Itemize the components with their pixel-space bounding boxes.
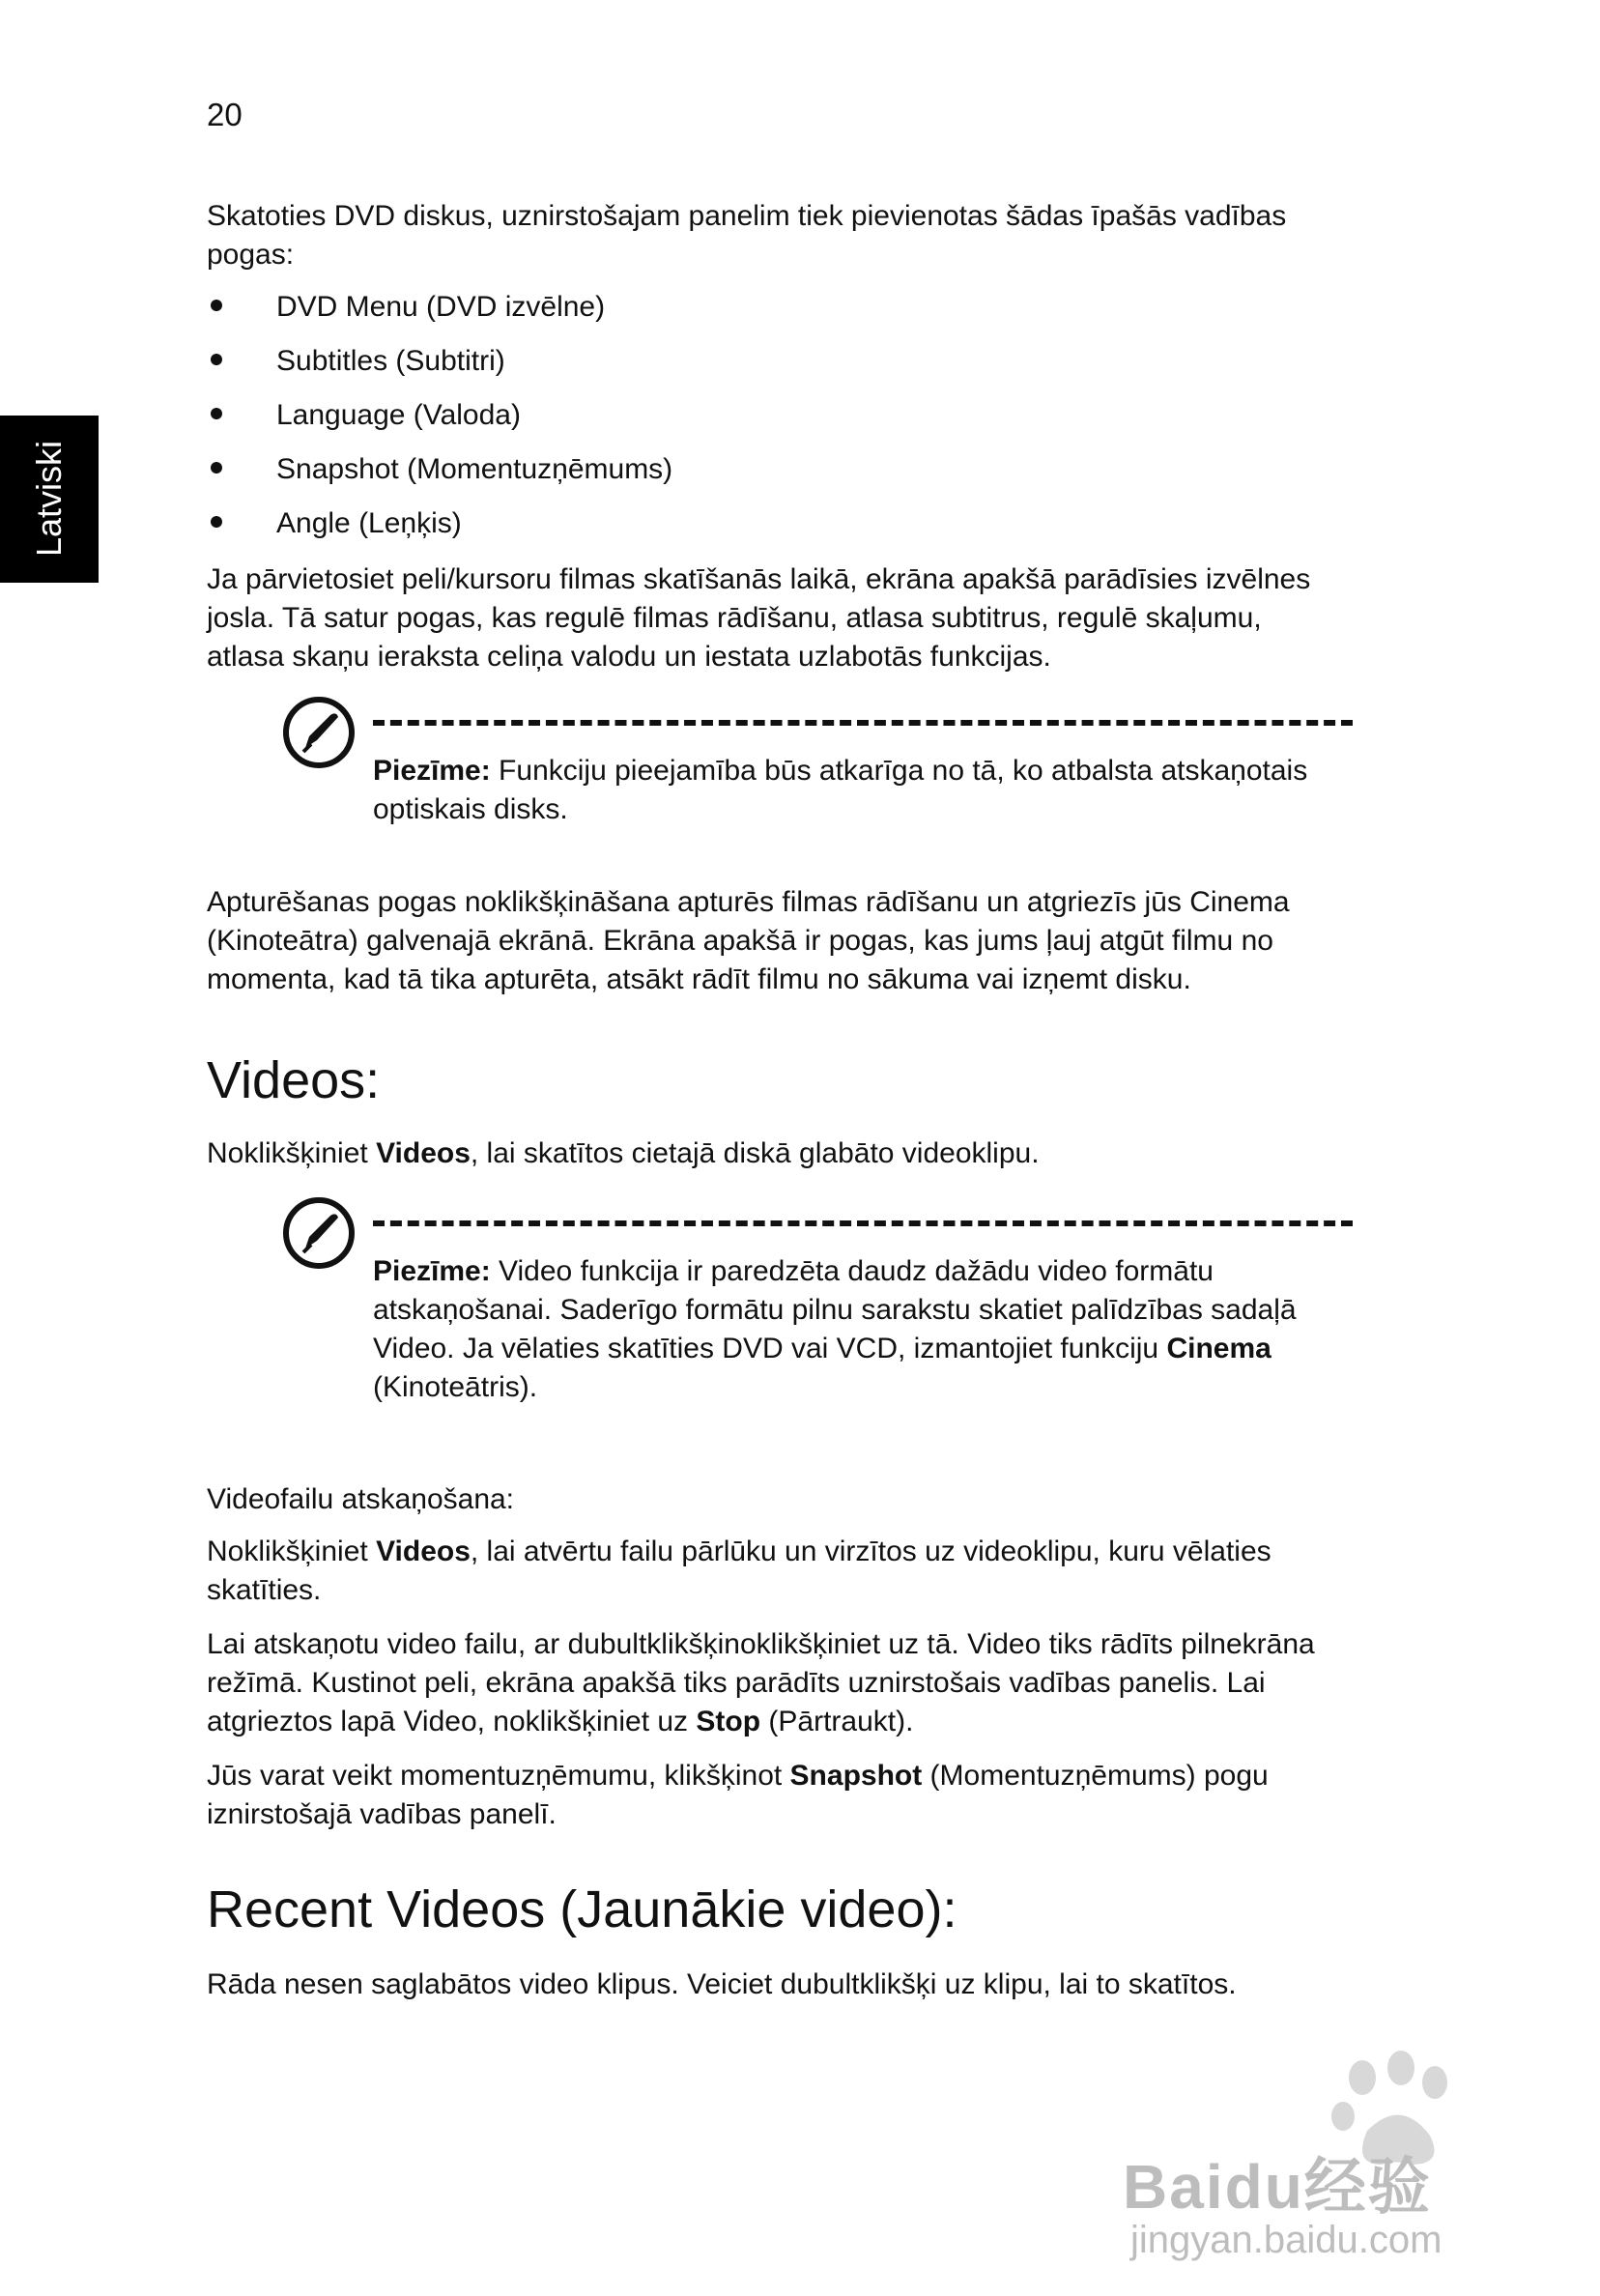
note-2: [280, 1194, 1353, 1417]
watermark-url: jingyan.baidu.com: [1130, 2219, 1443, 2261]
note-divider: [373, 1220, 1353, 1226]
bullet-icon: [211, 408, 222, 419]
list-item: Angle (Leņķis): [207, 504, 1347, 559]
videos-heading: Videos:: [207, 1051, 381, 1109]
side-tab-label: Latviski: [29, 440, 69, 558]
menu-bar-paragraph: Ja pārvietosiet peli/kursoru filmas skatīšanās laikā, ekrāna apakšā parādīsies izvēlnes josla. Tā satur pogas, kas regulē filmas rādīšanu, atlasa subtitrus, regulē skaļumu, atlasa skaņu ieraksta celiņa valodu un iestata uzlabotās funkcijas.: [207, 563, 1311, 673]
recent-section: [207, 1879, 1347, 1940]
list-item: Subtitles (Subtitri): [207, 342, 1347, 396]
note-label: Piezīme:: [373, 755, 491, 787]
recent-text-block: [207, 1966, 1347, 2004]
playback-p2: Lai atskaņotu video failu, ar dubultklikšķinoklikšķiniet uz tā. Video tiks rādīts pilnekrāna režīmā. Kustinot peli, ekrāna apakšā tiks parādīts uznirstošais vadības panelis. Lai atgrieztos lapā Video, noklikšķiniet uz Stop (Pārtraukt).: [207, 1628, 1315, 1737]
menu-bar-section: [207, 560, 1347, 676]
playback-p1: Noklikšķiniet Videos, lai atvērtu failu pārlūku un virzītos uz videoklipu, kuru vēlaties skatīties.: [207, 1535, 1271, 1606]
videos-intro: [207, 1134, 1347, 1173]
stop-section: [207, 883, 1347, 999]
intro-paragraph: Skatoties DVD diskus, uznirstošajam panelim tiek pievienotas šādas īpašās vadības pogas:: [207, 200, 1287, 271]
note-text: Piezīme: Video funkcija ir paredzēta daudz dažādu video formātu atskaņošanai. Saderīgo formātu pilnu sarakstu skatiet palīdzības sadaļā Video. Ja vēlaties skatīties DVD vai VCD, izmantojiet funkciju Cinema (Kinoteātris).: [373, 1255, 1297, 1403]
recent-heading: Recent Videos (Jaunākie video):: [207, 1880, 957, 1938]
note-label: Piezīme:: [373, 1255, 491, 1287]
videos-intro-paragraph: Noklikšķiniet Videos, lai skatītos cietajā diskā glabāto videoklipu.: [207, 1137, 1040, 1169]
note-pen-icon: [280, 694, 357, 771]
playback-heading: Videofailu atskaņošana:: [207, 1483, 515, 1515]
intro-section: [207, 197, 1347, 274]
language-side-tab: [0, 416, 99, 583]
stop-paragraph: Apturēšanas pogas noklikšķināšana apturēs filmas rādīšanu un atgriezīs jūs Cinema (Kinoteātra) galvenajā ekrānā. Ekrāna apakšā ir pogas, kas jums ļauj atgūt filmu no momenta, kad tā tika apturēta, atsākt rādīt filmu no sākuma vai izņemt disku.: [207, 886, 1290, 995]
note-pen-icon: [280, 1194, 357, 1272]
page-number: 20: [207, 97, 243, 132]
bullet-icon: [211, 516, 222, 528]
list-item: DVD Menu (DVD izvēlne): [207, 288, 1347, 342]
list-item: Language (Valoda): [207, 396, 1347, 450]
note-text: Piezīme: Funkciju pieejamība būs atkarīga no tā, ko atbalsta atskaņotais optiskais disks.: [373, 755, 1308, 825]
bullet-icon: [211, 300, 222, 311]
dvd-controls-list: [207, 288, 1347, 559]
note-1: [280, 694, 1353, 839]
recent-paragraph: Rāda nesen saglabātos video klipus. Veiciet dubultklikšķi uz klipu, lai to skatītos.: [207, 1968, 1237, 2000]
videos-section: [207, 1049, 1347, 1111]
bullet-icon: [211, 354, 222, 365]
playback-section: [207, 1480, 1347, 1519]
watermark-brand: Baidu经验: [1123, 2152, 1432, 2222]
playback-p3: Jūs varat veikt momentuzņēmumu, klikšķinot Snapshot (Momentuzņēmums) pogu iznirstošajā vadības panelī.: [207, 1760, 1269, 1830]
list-item: Snapshot (Momentuzņēmums): [207, 450, 1347, 504]
note-divider: [373, 720, 1353, 726]
bullet-icon: [211, 462, 222, 474]
